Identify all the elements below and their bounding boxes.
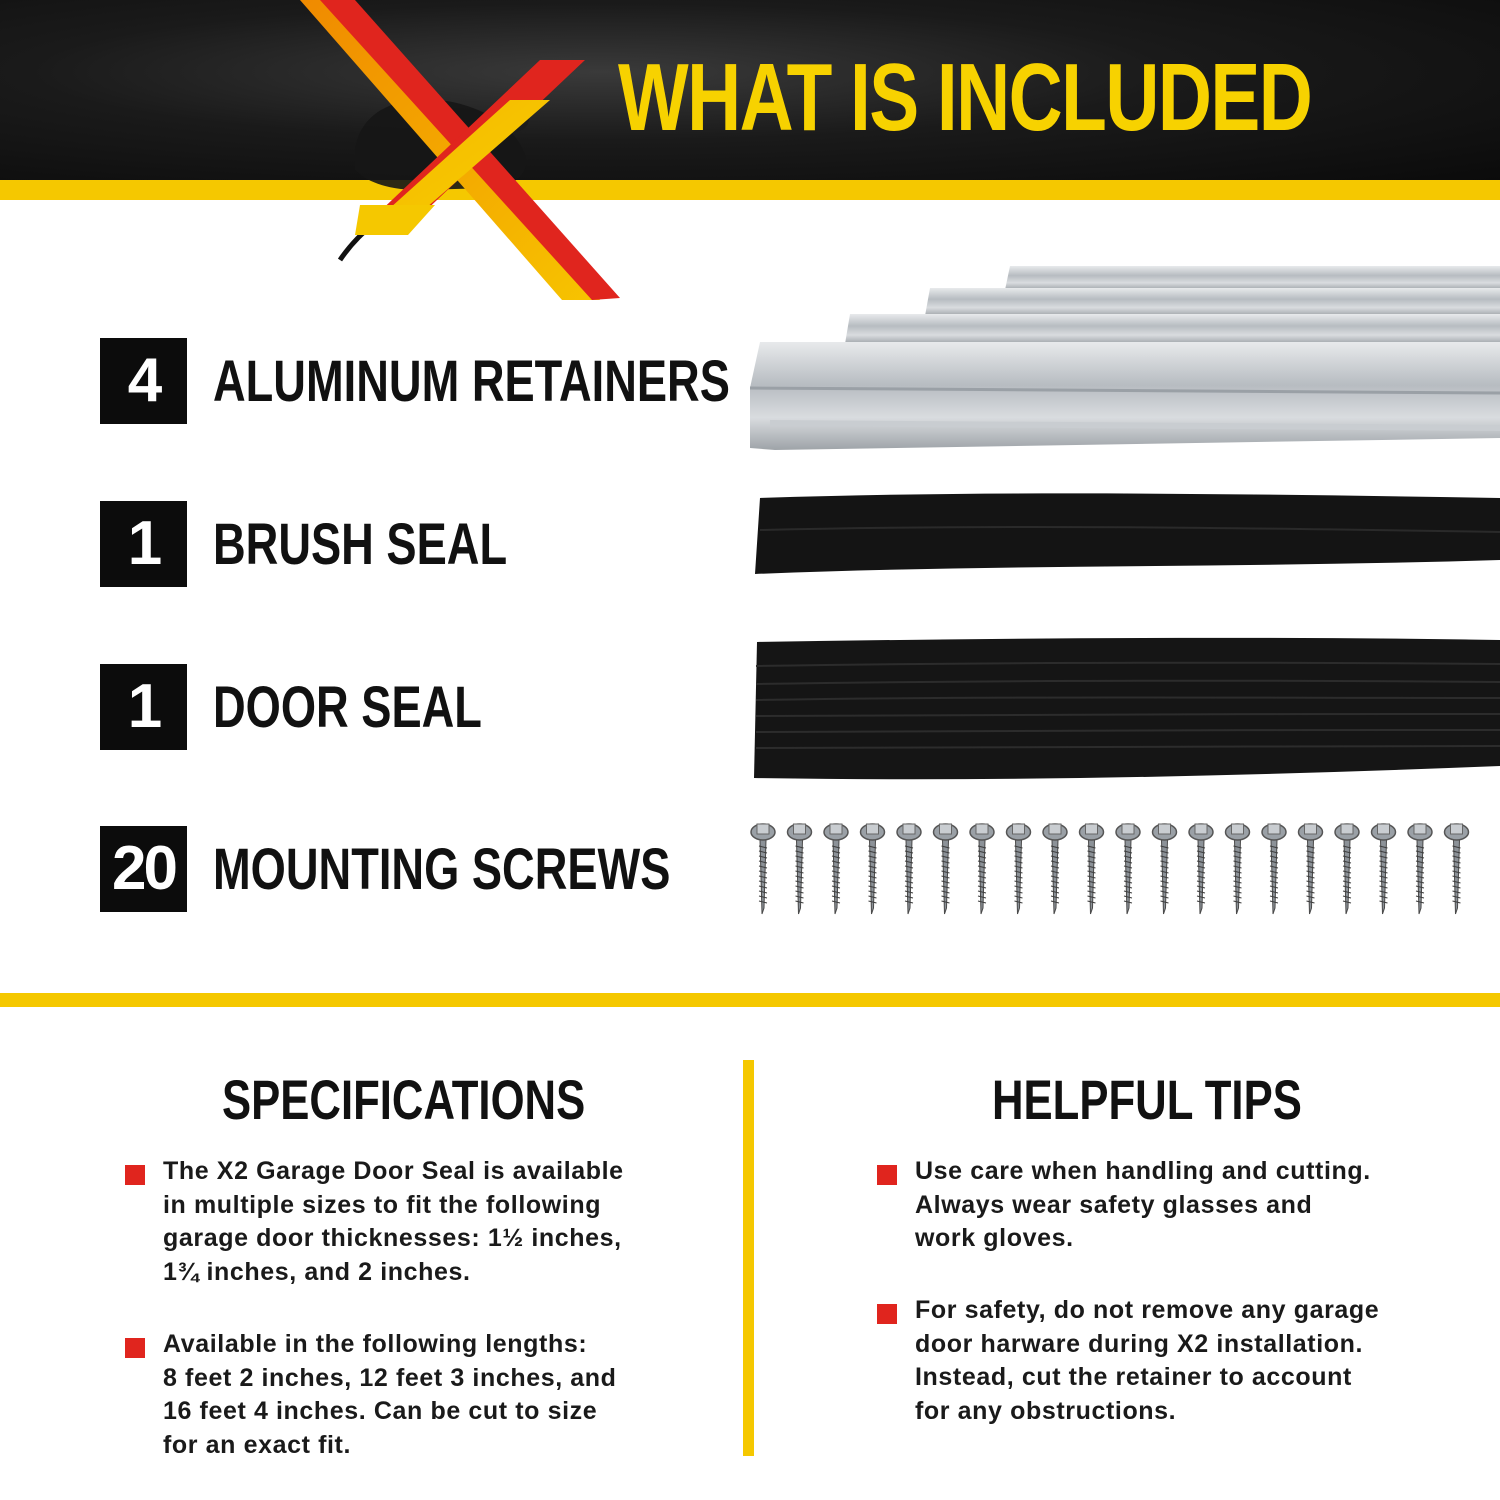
screw-icon (1080, 824, 1104, 914)
mounting-screws-image (745, 820, 1475, 920)
list-item (125, 1328, 625, 1462)
bullet-square-icon (125, 1165, 145, 1185)
door-seal-image (752, 636, 1500, 784)
screw-icon (970, 824, 994, 914)
screw-icon (1189, 824, 1213, 914)
screw-icon (1335, 824, 1359, 914)
screw-icon (934, 824, 958, 914)
specifications-title: SPECIFICATIONS (222, 1068, 586, 1131)
item-label: MOUNTING SCREWS (213, 837, 671, 902)
screw-icon (1116, 824, 1140, 914)
column-divider (743, 1060, 754, 1456)
quantity-badge: 1 (100, 501, 187, 587)
screw-icon (1043, 824, 1067, 914)
item-aluminum-retainers (100, 338, 740, 424)
bullet-text: Use care when handling and cutting. Always wear safety glasses and work gloves. (915, 1157, 1371, 1253)
screw-icon (1372, 824, 1396, 914)
quantity-badge: 4 (100, 338, 187, 424)
item-door-seal (100, 664, 740, 750)
screw-icon (824, 824, 848, 914)
list-item (877, 1294, 1437, 1428)
screw-icon (751, 824, 775, 914)
bullet-text: The X2 Garage Door Seal is available in multiple sizes to fit the following garage door thicknesses: 1½ inches, 1¾ inches, and 2 inches. (163, 1157, 624, 1286)
bullet-square-icon (877, 1165, 897, 1185)
screw-icon (1226, 824, 1250, 914)
screw-icon (1262, 824, 1286, 914)
screw-icon (1007, 824, 1031, 914)
item-label: DOOR SEAL (213, 675, 482, 740)
section-divider (0, 993, 1500, 1007)
quantity-badge: 20 (100, 826, 187, 912)
screw-icon (1299, 824, 1323, 914)
item-label: BRUSH SEAL (213, 512, 508, 577)
brush-seal-image (750, 490, 1500, 578)
list-item (125, 1155, 625, 1289)
aluminum-retainers-image (745, 258, 1500, 458)
item-brush-seal (100, 501, 740, 587)
quantity-badge: 1 (100, 664, 187, 750)
item-label: ALUMINUM RETAINERS (213, 349, 730, 414)
bullet-square-icon (877, 1304, 897, 1324)
helpful-tips-title: HELPFUL TIPS (992, 1068, 1302, 1131)
screw-icon (897, 824, 921, 914)
screw-icon (1408, 824, 1432, 914)
header-stripe (0, 180, 1500, 200)
bullet-text: For safety, do not remove any garage door harware during X2 installation. Instead, cut the retainer to account for any obstructions. (915, 1296, 1380, 1425)
screw-icon (1445, 824, 1469, 914)
list-item (877, 1155, 1437, 1256)
page-title: WHAT IS INCLUDED (618, 44, 1312, 151)
bullet-text: Available in the following lengths: 8 feet 2 inches, 12 feet 3 inches, and 16 feet 4 inches. Can be cut to size for an exact fit. (163, 1330, 617, 1459)
screw-icon (861, 824, 885, 914)
screw-icon (788, 824, 812, 914)
item-mounting-screws (100, 826, 740, 912)
screw-icon (1153, 824, 1177, 914)
bullet-square-icon (125, 1338, 145, 1358)
x-mouse-logo-icon (300, 0, 640, 310)
